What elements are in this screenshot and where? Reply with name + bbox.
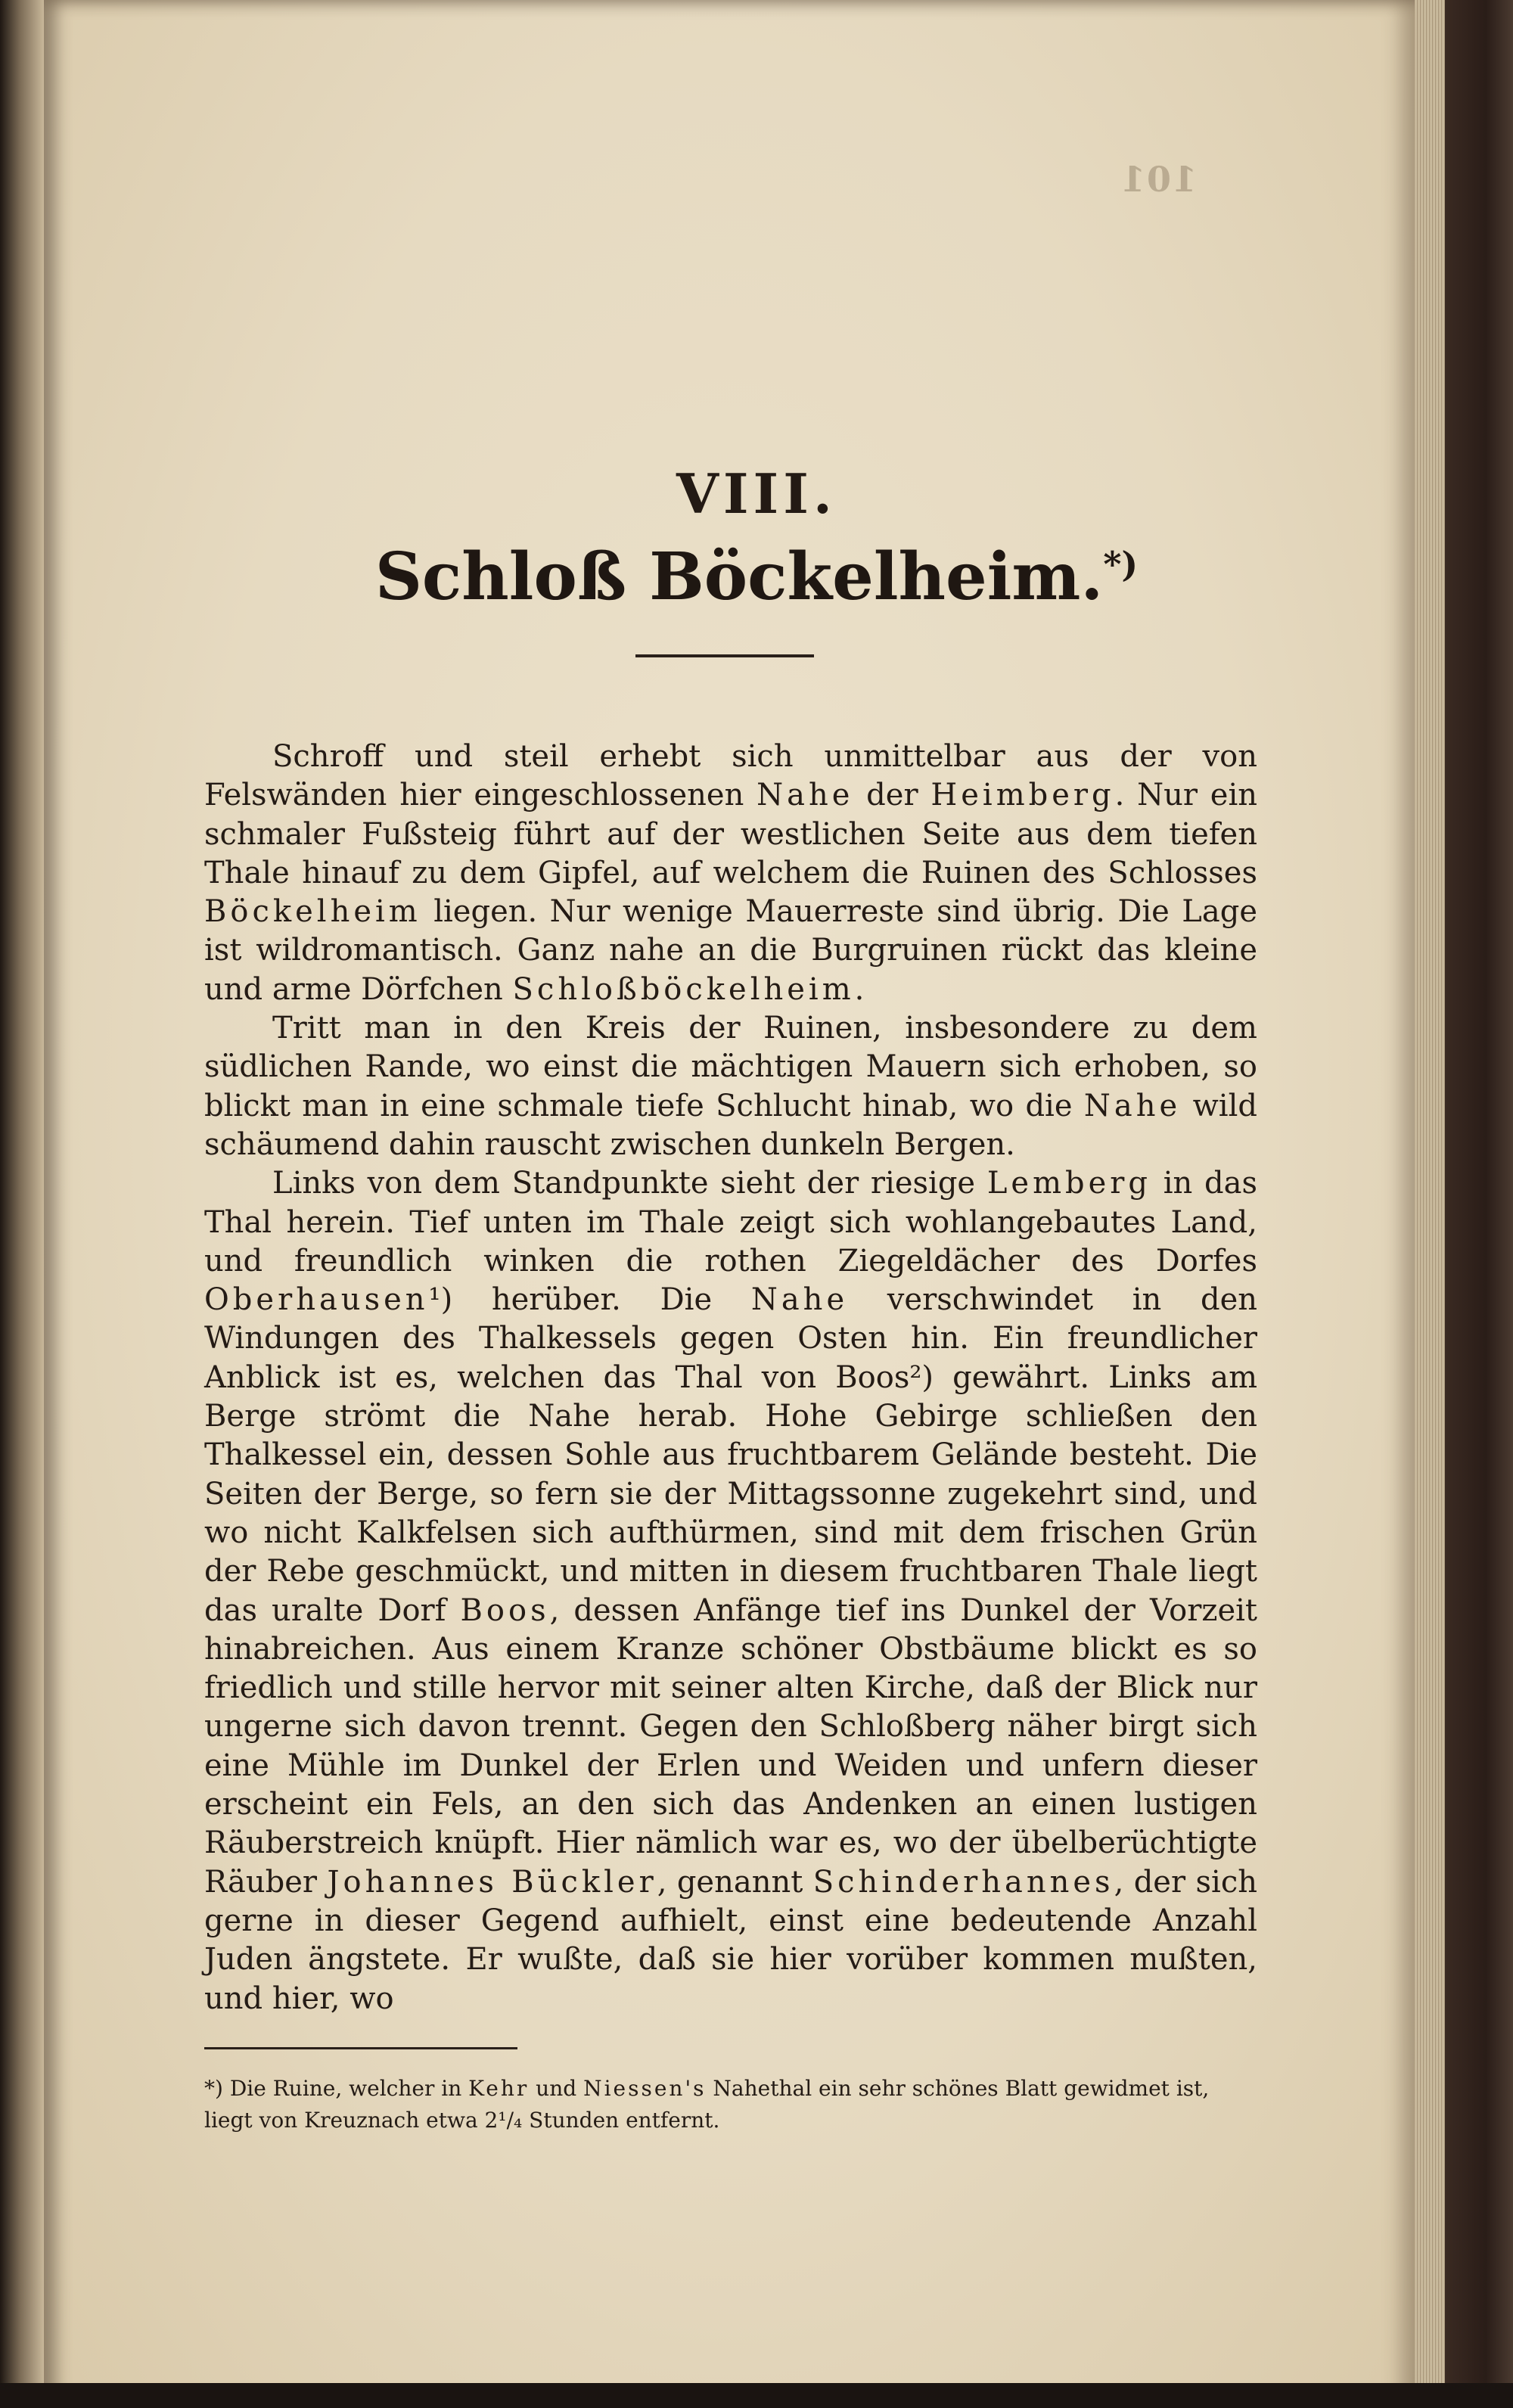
text-run: liegen. Nur wenige Mauerreste sind übrig. Die Lage ist wildromantisch. Ganz nahe an die Burgruinen rückt das kleine und arme Dörfchen <box>204 894 1257 1007</box>
spaced-name: Lemberg <box>986 1166 1152 1201</box>
footnote <box>204 2073 1257 2136</box>
text-run: , genannt <box>657 1864 813 1900</box>
text-run: wild schäumend dahin rauscht zwischen dunkeln Bergen. <box>204 1088 1257 1162</box>
text-run: verschwindet in den Windungen des Thalkessels gegen Osten hin. Ein freundlicher Anblick ist es, welchen das Thal von Boos²) gewährt. Links am Berge strömt die Nahe herab. Hohe Gebirge schließen den Thalkessel ein, dessen Sohle aus fruchtbarem Gelände besteht. Die Seiten der Berge, so fern sie der Mittagssonne zugekehrt sind, und wo nicht Kalkfelsen sich aufthürmen, sind mit dem frischen Grün der Rebe geschmückt, und mitten in diesem fruchtbaren Thale liegt das uralte Dorf <box>204 1282 1258 1628</box>
spaced-name: Niessen's <box>583 2076 707 2101</box>
spaced-name: Kehr <box>468 2076 530 2101</box>
chapter-title-text: Schloß Böckelheim. <box>374 539 1104 615</box>
text-run: der <box>853 778 931 813</box>
text-run: Tritt man in den Kreis der Ruinen, insbesondere zu dem südlichen Rande, wo einst die mächtigen Mauern sich erhoben, so blickt man in eine schmale tiefe Schlucht hinab, wo die <box>204 1011 1257 1123</box>
spaced-name: Schloßböckelheim <box>512 971 855 1007</box>
text-run: und <box>529 2076 584 2101</box>
text-run: , dessen Anfänge tief ins Dunkel der Vorzeit hinabreichen. Aus einem Kranze schöner Obstbäume blickt es so friedlich und stille hervor mit seiner alten Kirche, daß der Blick nur ungerne sich davon trennt. Gegen den Schloßberg näher birgt sich eine Mühle im Dunkel der Erlen und Weiden und unfern dieser erscheint ein Fels, an den sich das Andenken an einen lustigen Räuberstreich knüpft. Hier nämlich war es, wo der übelberüchtigte Räuber <box>204 1592 1257 1900</box>
text-run: , der sich gerne in dieser Gegend aufhielt, einst eine bedeutende Anzahl Juden ängstete. Er wußte, daß sie hier vorüber kommen mußten, und hier, wo <box>204 1864 1257 2016</box>
bleed-through-page-number: 101 <box>1120 159 1198 200</box>
body-text <box>204 738 1257 2018</box>
text-run: in das Thal herein. Tief unten im Thale zeigt sich wohlangebautes Land, und freundlich winken die rothen Ziegeldächer des Dorfes <box>204 1166 1258 1279</box>
scan-background <box>0 2383 1513 2408</box>
footnote-divider <box>204 2047 517 2049</box>
text-run: Links von dem Standpunkte sieht der riesige <box>272 1166 987 1201</box>
page-stack-edge <box>1415 0 1445 2408</box>
spaced-name: Boos <box>460 1592 550 1628</box>
text-run: *) Die Ruine, welcher in <box>204 2076 469 2101</box>
spaced-name: Böckelheim <box>204 894 421 930</box>
paragraph <box>204 738 1257 1009</box>
text-run: . <box>854 971 865 1007</box>
spaced-name: Schinderhannes <box>812 1864 1114 1900</box>
title-footnote-mark: *) <box>1103 544 1139 585</box>
text-run: . Nur ein schmaler Fußsteig führt auf der westlichen Seite aus dem tiefen Thale hinauf zu dem Gipfel, auf welchem die Ruinen des Schlosses <box>204 778 1257 890</box>
spaced-name: Heimberg <box>930 778 1115 813</box>
book-cover-edge <box>1445 0 1513 2408</box>
paragraph <box>204 1009 1257 1164</box>
text-run: Schroff und steil erhebt sich unmittelbar aus der von Felswänden hier eingeschlossenen <box>204 739 1257 813</box>
spaced-name: Oberhausen <box>204 1282 429 1318</box>
spaced-name: Johannes Bückler <box>327 1864 657 1900</box>
text-run: Nahethal ein sehr schönes Blatt gewidmet ist, liegt von Kreuznach etwa 2¹/₄ Stunden entfernt. <box>204 2076 1210 2133</box>
spaced-name: Nahe <box>756 778 854 813</box>
chapter-number: VIII. <box>676 461 837 526</box>
spaced-name: Nahe <box>1083 1088 1182 1123</box>
spaced-name: Nahe <box>750 1282 849 1318</box>
chapter-title <box>0 539 1513 615</box>
previous-page-edge <box>0 0 44 2408</box>
title-divider <box>635 654 814 657</box>
paragraph <box>204 1164 1257 2018</box>
text-run: ¹) herüber. Die <box>428 1282 751 1318</box>
